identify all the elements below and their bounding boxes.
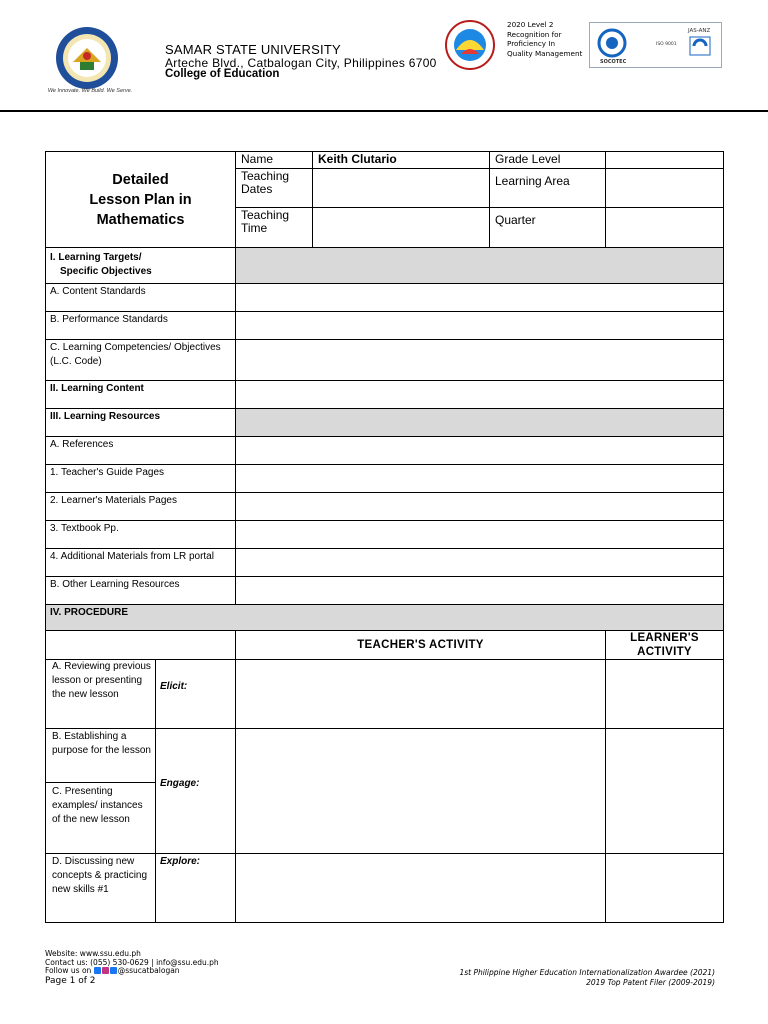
step-a-teacher-field[interactable] xyxy=(236,660,606,729)
learning-area-field[interactable] xyxy=(606,169,724,208)
quality-award-seal-logo xyxy=(441,20,499,70)
textbook-label: 3. Textbook Pp. xyxy=(46,521,236,549)
teachers-guide-label: 1. Teacher's Guide Pages xyxy=(46,465,236,493)
content-standards-field[interactable] xyxy=(236,284,724,312)
learning-targets-heading: I. Learning Targets/ Specific Objectives xyxy=(46,248,236,284)
award-internationalization: 1st Philippine Higher Education Internationalization Awardee (2021) xyxy=(459,968,715,977)
quarter-field[interactable] xyxy=(606,208,724,248)
footer-contact xyxy=(45,950,219,986)
learners-materials-label: 2. Learner's Materials Pages xyxy=(46,493,236,521)
teaching-time-label: Teaching Time xyxy=(236,208,313,248)
contact-info: Contact us: (055) 530-0629 | info@ssu.edu.ph xyxy=(45,957,219,967)
learning-content-field[interactable] xyxy=(236,381,724,409)
recognition-text: 2020 Level 2 Recognition for Proficiency In Quality Management xyxy=(507,20,583,58)
learning-resources-shaded-cell xyxy=(236,409,724,437)
step-a-label: A. Reviewing previous lesson or presenting the new lesson xyxy=(46,660,156,729)
step-d-learner-field[interactable] xyxy=(606,854,724,923)
references-label: A. References xyxy=(46,437,236,465)
procedure-blank-header xyxy=(46,631,236,660)
name-field[interactable]: Keith Clutario xyxy=(313,152,490,169)
teaching-dates-label: Teaching Dates xyxy=(236,169,313,208)
youtube-icon[interactable] xyxy=(94,967,101,974)
teachers-activity-header: TEACHER'S ACTIVITY xyxy=(236,631,606,660)
lesson-plan-title: Detailed Lesson Plan in Mathematics xyxy=(46,152,236,248)
social-row xyxy=(45,967,219,976)
competencies-label: C. Learning Competencies/ Objectives (L.C. Code) xyxy=(46,340,236,381)
additional-materials-label: 4. Additional Materials from LR portal xyxy=(46,549,236,577)
learning-resources-heading: III. Learning Resources xyxy=(46,409,236,437)
grade-level-field[interactable] xyxy=(606,152,724,169)
step-a-learner-field[interactable] xyxy=(606,660,724,729)
content-standards-label: A. Content Standards xyxy=(46,284,236,312)
page-number: Page 1 of 2 xyxy=(45,976,96,987)
quarter-label: Quarter xyxy=(490,208,606,248)
references-field[interactable] xyxy=(236,437,724,465)
teaching-time-field[interactable] xyxy=(313,208,490,248)
teachers-guide-field[interactable] xyxy=(236,465,724,493)
step-c-label: C. Presenting examples/ instances of the new lesson xyxy=(46,783,156,854)
learners-materials-field[interactable] xyxy=(236,493,724,521)
performance-standards-label: B. Performance Standards xyxy=(46,312,236,340)
procedure-heading: IV. PROCEDURE xyxy=(46,605,724,631)
footer-awards xyxy=(430,968,715,988)
step-bc-teacher-field[interactable] xyxy=(236,729,606,854)
learners-activity-header: LEARNER'S ACTIVITY xyxy=(606,631,724,660)
facebook-icon[interactable] xyxy=(110,967,117,974)
learning-content-heading: II. Learning Content xyxy=(46,381,236,409)
other-resources-field[interactable] xyxy=(236,577,724,605)
additional-materials-field[interactable] xyxy=(236,549,724,577)
competencies-field[interactable] xyxy=(236,340,724,381)
grade-level-label: Grade Level xyxy=(490,152,606,169)
cert-socotec-label: SOCOTEC xyxy=(600,59,627,65)
explore-label: Explore: xyxy=(156,854,236,923)
other-resources-label: B. Other Learning Resources xyxy=(46,577,236,605)
university-name: SAMAR STATE UNIVERSITY xyxy=(165,42,341,57)
award-patent: 2019 Top Patent Filer (2009-2019) xyxy=(586,978,715,987)
university-seal-logo xyxy=(47,26,127,90)
follow-label: Follow us on xyxy=(45,966,92,976)
teaching-dates-field[interactable] xyxy=(313,169,490,208)
instagram-icon[interactable] xyxy=(102,967,109,974)
step-b-label: B. Establishing a purpose for the lesson xyxy=(46,729,156,783)
website-link[interactable]: Website: www.ssu.edu.ph xyxy=(45,949,141,958)
certification-logos xyxy=(589,22,722,68)
lesson-plan-table xyxy=(45,151,724,923)
header-divider xyxy=(0,110,768,112)
engage-label: Engage: xyxy=(156,729,236,854)
seal-caption: We Innovate. We Build. We Serve. xyxy=(47,88,133,94)
cert-iso-label: ISO 9001 xyxy=(656,42,677,47)
university-address: Arteche Blvd., Catbalogan City, Philippines 6700 xyxy=(165,56,437,70)
step-d-label: D. Discussing new concepts & practicing new skills #1 xyxy=(46,854,156,923)
learning-area-label: Learning Area xyxy=(490,169,606,208)
step-bc-learner-field[interactable] xyxy=(606,729,724,854)
cert-jasanz-label: JAS-ANZ xyxy=(688,28,711,34)
performance-standards-field[interactable] xyxy=(236,312,724,340)
step-d-teacher-field[interactable] xyxy=(236,854,606,923)
elicit-label: Elicit: xyxy=(156,660,236,729)
college-name: College of Education xyxy=(165,68,280,80)
social-handle[interactable]: @ssucatbalogan xyxy=(117,966,180,976)
textbook-field[interactable] xyxy=(236,521,724,549)
name-label: Name xyxy=(236,152,313,169)
learning-targets-shaded-cell xyxy=(236,248,724,284)
